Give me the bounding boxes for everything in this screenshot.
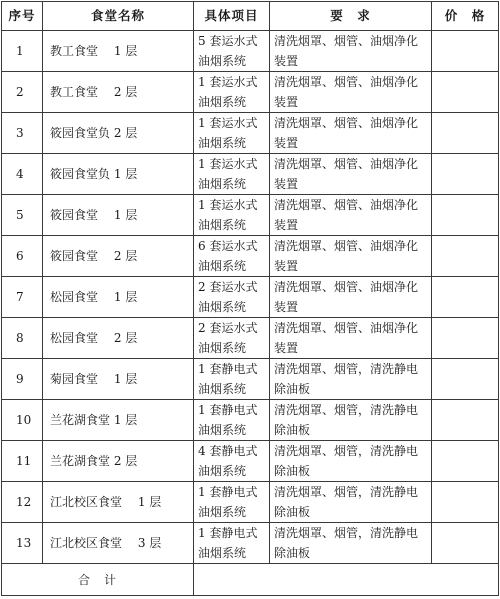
cell-specific-item: 1 套运水式油烟系统 <box>194 154 270 195</box>
cell-price <box>432 277 499 318</box>
cell-requirement: 清洗烟罩、烟管、油烟净化装置 <box>270 154 432 195</box>
cell-specific-item: 5 套运水式油烟系统 <box>194 31 270 72</box>
cell-serial-number: 5 <box>2 195 43 236</box>
cell-canteen-name: 江北校区食堂 3 层 <box>43 523 194 564</box>
header-specific-item: 具体项目 <box>194 2 270 31</box>
cell-price <box>432 318 499 359</box>
header-row <box>2 2 499 31</box>
cell-serial-number: 3 <box>2 113 43 154</box>
cell-serial-number: 10 <box>2 400 43 441</box>
cell-price <box>432 523 499 564</box>
cell-price <box>432 482 499 523</box>
table-body <box>2 31 499 564</box>
cell-serial-number: 11 <box>2 441 43 482</box>
cell-specific-item: 2 套运水式油烟系统 <box>194 277 270 318</box>
cell-serial-number: 9 <box>2 359 43 400</box>
table-row <box>2 154 499 195</box>
table-row <box>2 236 499 277</box>
cell-requirement: 清洗烟罩、烟管、油烟净化装置 <box>270 195 432 236</box>
cell-requirement: 清洗烟罩、烟管，清洗静电除油板 <box>270 523 432 564</box>
table-row <box>2 277 499 318</box>
cell-canteen-name: 松园食堂 2 层 <box>43 318 194 359</box>
cell-price <box>432 195 499 236</box>
cell-price <box>432 359 499 400</box>
cell-price <box>432 31 499 72</box>
header-price: 价 格 <box>432 2 499 31</box>
cell-price <box>432 441 499 482</box>
cell-serial-number: 13 <box>2 523 43 564</box>
cell-serial-number: 2 <box>2 72 43 113</box>
cell-requirement: 清洗烟罩、烟管，清洗静电除油板 <box>270 482 432 523</box>
cell-price <box>432 113 499 154</box>
cell-specific-item: 6 套运水式油烟系统 <box>194 236 270 277</box>
cell-canteen-name: 教工食堂 1 层 <box>43 31 194 72</box>
table-row <box>2 482 499 523</box>
cell-canteen-name: 兰花湖食堂 2 层 <box>43 441 194 482</box>
total-label: 合 计 <box>2 564 194 596</box>
cell-specific-item: 1 套静电式油烟系统 <box>194 482 270 523</box>
header-requirement: 要 求 <box>270 2 432 31</box>
cell-requirement: 清洗烟罩、烟管、油烟净化装置 <box>270 113 432 154</box>
cell-serial-number: 1 <box>2 31 43 72</box>
cleaning-quote-table <box>1 1 499 596</box>
cell-canteen-name: 筱园食堂负 1 层 <box>43 154 194 195</box>
cell-serial-number: 8 <box>2 318 43 359</box>
cell-specific-item: 1 套静电式油烟系统 <box>194 359 270 400</box>
cell-specific-item: 2 套运水式油烟系统 <box>194 318 270 359</box>
cell-canteen-name: 筱园食堂负 2 层 <box>43 113 194 154</box>
header-serial-number: 序号 <box>2 2 43 31</box>
table-row <box>2 318 499 359</box>
table-row <box>2 195 499 236</box>
cell-specific-item: 1 套运水式油烟系统 <box>194 72 270 113</box>
cell-requirement: 清洗烟罩、烟管、油烟净化装置 <box>270 318 432 359</box>
cell-specific-item: 1 套运水式油烟系统 <box>194 113 270 154</box>
cell-price <box>432 72 499 113</box>
cell-canteen-name: 松园食堂 1 层 <box>43 277 194 318</box>
cell-canteen-name: 教工食堂 2 层 <box>43 72 194 113</box>
cell-requirement: 清洗烟罩、烟管，清洗静电除油板 <box>270 359 432 400</box>
table-row <box>2 523 499 564</box>
table-row <box>2 441 499 482</box>
total-value-cell <box>194 564 499 596</box>
cell-requirement: 清洗烟罩、烟管，清洗静电除油板 <box>270 400 432 441</box>
table-row <box>2 400 499 441</box>
table-row <box>2 72 499 113</box>
table-row <box>2 359 499 400</box>
cell-specific-item: 1 套静电式油烟系统 <box>194 400 270 441</box>
header-canteen-name: 食堂名称 <box>43 2 194 31</box>
cell-serial-number: 6 <box>2 236 43 277</box>
cell-price <box>432 236 499 277</box>
cell-specific-item: 4 套静电式油烟系统 <box>194 441 270 482</box>
cell-requirement: 清洗烟罩、烟管、油烟净化装置 <box>270 31 432 72</box>
total-row <box>2 564 499 596</box>
cell-canteen-name: 筱园食堂 1 层 <box>43 195 194 236</box>
cell-canteen-name: 江北校区食堂 1 层 <box>43 482 194 523</box>
cell-specific-item: 1 套静电式油烟系统 <box>194 523 270 564</box>
cell-serial-number: 7 <box>2 277 43 318</box>
cell-requirement: 清洗烟罩、烟管、油烟净化装置 <box>270 72 432 113</box>
table-row <box>2 31 499 72</box>
cell-requirement: 清洗烟罩、烟管，清洗静电除油板 <box>270 441 432 482</box>
cell-specific-item: 1 套运水式油烟系统 <box>194 195 270 236</box>
cell-canteen-name: 兰花湖食堂 1 层 <box>43 400 194 441</box>
cell-canteen-name: 菊园食堂 1 层 <box>43 359 194 400</box>
cell-serial-number: 12 <box>2 482 43 523</box>
cell-canteen-name: 筱园食堂 2 层 <box>43 236 194 277</box>
table-row <box>2 113 499 154</box>
cell-serial-number: 4 <box>2 154 43 195</box>
cell-price <box>432 154 499 195</box>
cell-requirement: 清洗烟罩、烟管、油烟净化装置 <box>270 236 432 277</box>
cell-price <box>432 400 499 441</box>
cell-requirement: 清洗烟罩、烟管、油烟净化装置 <box>270 277 432 318</box>
